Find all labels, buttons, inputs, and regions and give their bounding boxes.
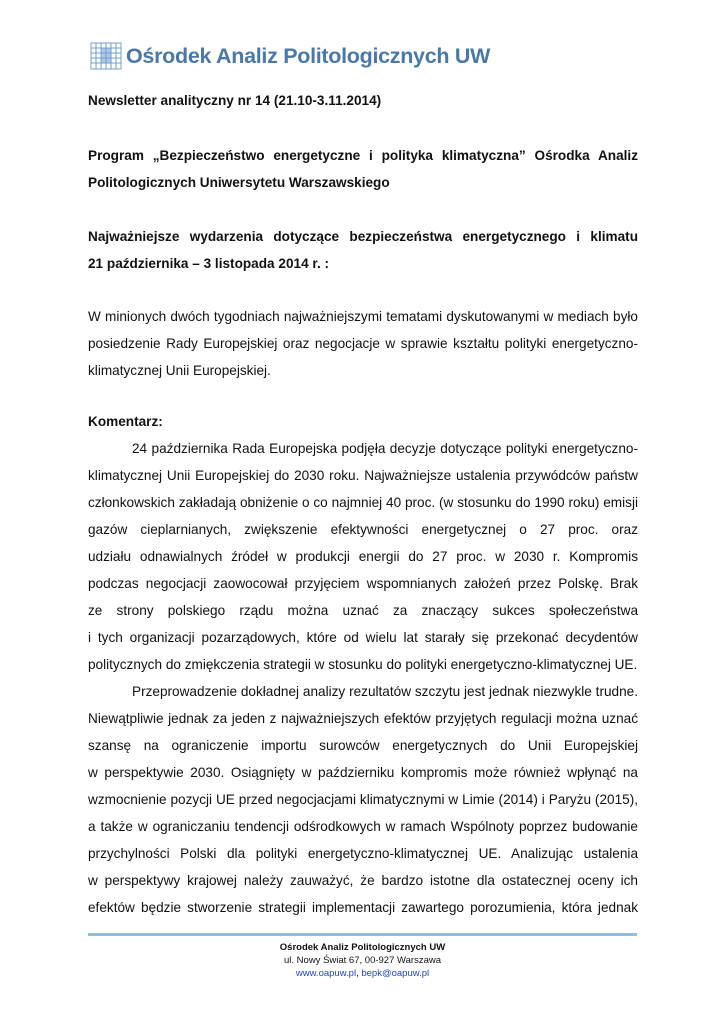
comment-heading: Komentarz: (88, 414, 163, 429)
text-line: a także w ograniczaniu tendencji odśrodkowych w ramach Wspólnoty poprzez budowanie (88, 819, 638, 834)
footer-divider (88, 933, 637, 936)
events-heading-line: 21 października – 3 listopada 2014 r. : (88, 256, 330, 271)
footer (0, 941, 725, 980)
newsletter-title: Newsletter analityczny nr 14 (21.10-3.11.2014) (88, 93, 382, 108)
footer-org: Ośrodek Analiz Politologicznych UW (279, 942, 446, 953)
footer-address: ul. Nowy Świat 67, 00-927 Warszawa (284, 955, 441, 966)
text-line: udziału odnawialnych źródeł w produkcji energii do 27 proc. w 2030 r. Kompromis (88, 549, 638, 564)
comment-paragraph-2 (88, 678, 638, 921)
text-line: i tych organizacji pozarządowych, które od wielu lat starały się przekonać decydentów (88, 630, 638, 645)
events-heading-line: Najważniejsze wydarzenia dotyczące bezpieczeństwa energetycznego i klimatu (88, 229, 638, 244)
text-line: klimatycznej Unii Europejskiej. (88, 363, 271, 378)
text-line: w perspektywy krajowej należy zauważyć, że bardzo istotne dla ostatecznej oceny ich (88, 873, 638, 888)
text-line: członkowskich zakładają obniżenie o co najmniej 40 proc. (w stosunku do 1990 roku) emisji (88, 495, 638, 510)
header-logo (90, 40, 490, 72)
logo-title: Ośrodek Analiz Politologicznych UW (126, 43, 491, 68)
text-line: wzmocnienie pozycji UE przed negocjacjami klimatycznymi w Limie (2014) i Paryżu (2015), (88, 792, 638, 807)
text-line: gazów cieplarnianych, zwiększenie efektywności energetycznej o 27 proc. oraz (88, 522, 638, 537)
intro-paragraph (88, 303, 638, 384)
text-line: efektów będzie stworzenie strategii implementacji zawartego porozumienia, która jednak (88, 900, 638, 915)
events-heading (88, 223, 638, 277)
program-line: Politologicznych Uniwersytetu Warszawskiego (88, 175, 390, 190)
text-line: politycznych do zmiękczenia strategii w stosunku do polityki energetyczno-klimatycznej UE. (88, 657, 638, 672)
text-line: przychylności Polski dla polityki energetyczno-klimatycznej UE. Analizując ustalenia (88, 846, 638, 861)
text-line: klimatycznej Unii Europejskiej do 2030 roku. Najważniejsze ustalenia przywódców państw (88, 468, 638, 483)
email-link[interactable]: bepk@oapuw.pl (361, 968, 430, 979)
text-line: posiedzenie Rady Europejskiej oraz negocjacje w sprawie kształtu polityki energetyczno- (88, 336, 638, 351)
text-line: 24 października Rada Europejska podjęła decyzje dotyczące polityki energetyczno- (132, 441, 638, 456)
text-line: Niewątpliwie jednak za jeden z najważniejszych efektów przyjętych regulacji można uznać (88, 711, 638, 726)
program-heading (88, 142, 638, 196)
footer-separator: , (356, 968, 362, 979)
text-line: W minionych dwóch tygodniach najważniejszymi tematami dyskutowanymi w mediach było (88, 309, 638, 324)
text-line: ze strony polskiego rządu można uznać za znaczący sukces społeczeństwa (88, 603, 638, 618)
footer-contact (0, 967, 725, 980)
text-line: szansę na ograniczenie importu surowców energetycznych do Unii Europejskiej (88, 738, 638, 753)
program-line: Program „Bezpieczeństwo energetyczne i polityka klimatyczna” Ośrodka Analiz (88, 148, 638, 163)
website-link[interactable]: www.oapuw.pl (295, 968, 357, 979)
text-line: w perspektywie 2030. Osiągnięty w październiku kompromis może również wpłynąć na (88, 765, 638, 780)
grid-logo-icon (90, 40, 122, 72)
text-line: Przeprowadzenie dokładnej analizy rezultatów szczytu jest jednak niezwykle trudne. (132, 684, 638, 699)
comment-paragraph-1 (88, 435, 638, 678)
text-line: podczas negocjacji zaowocował przyjęciem wspomnianych założeń przez Polskę. Brak (88, 576, 638, 591)
